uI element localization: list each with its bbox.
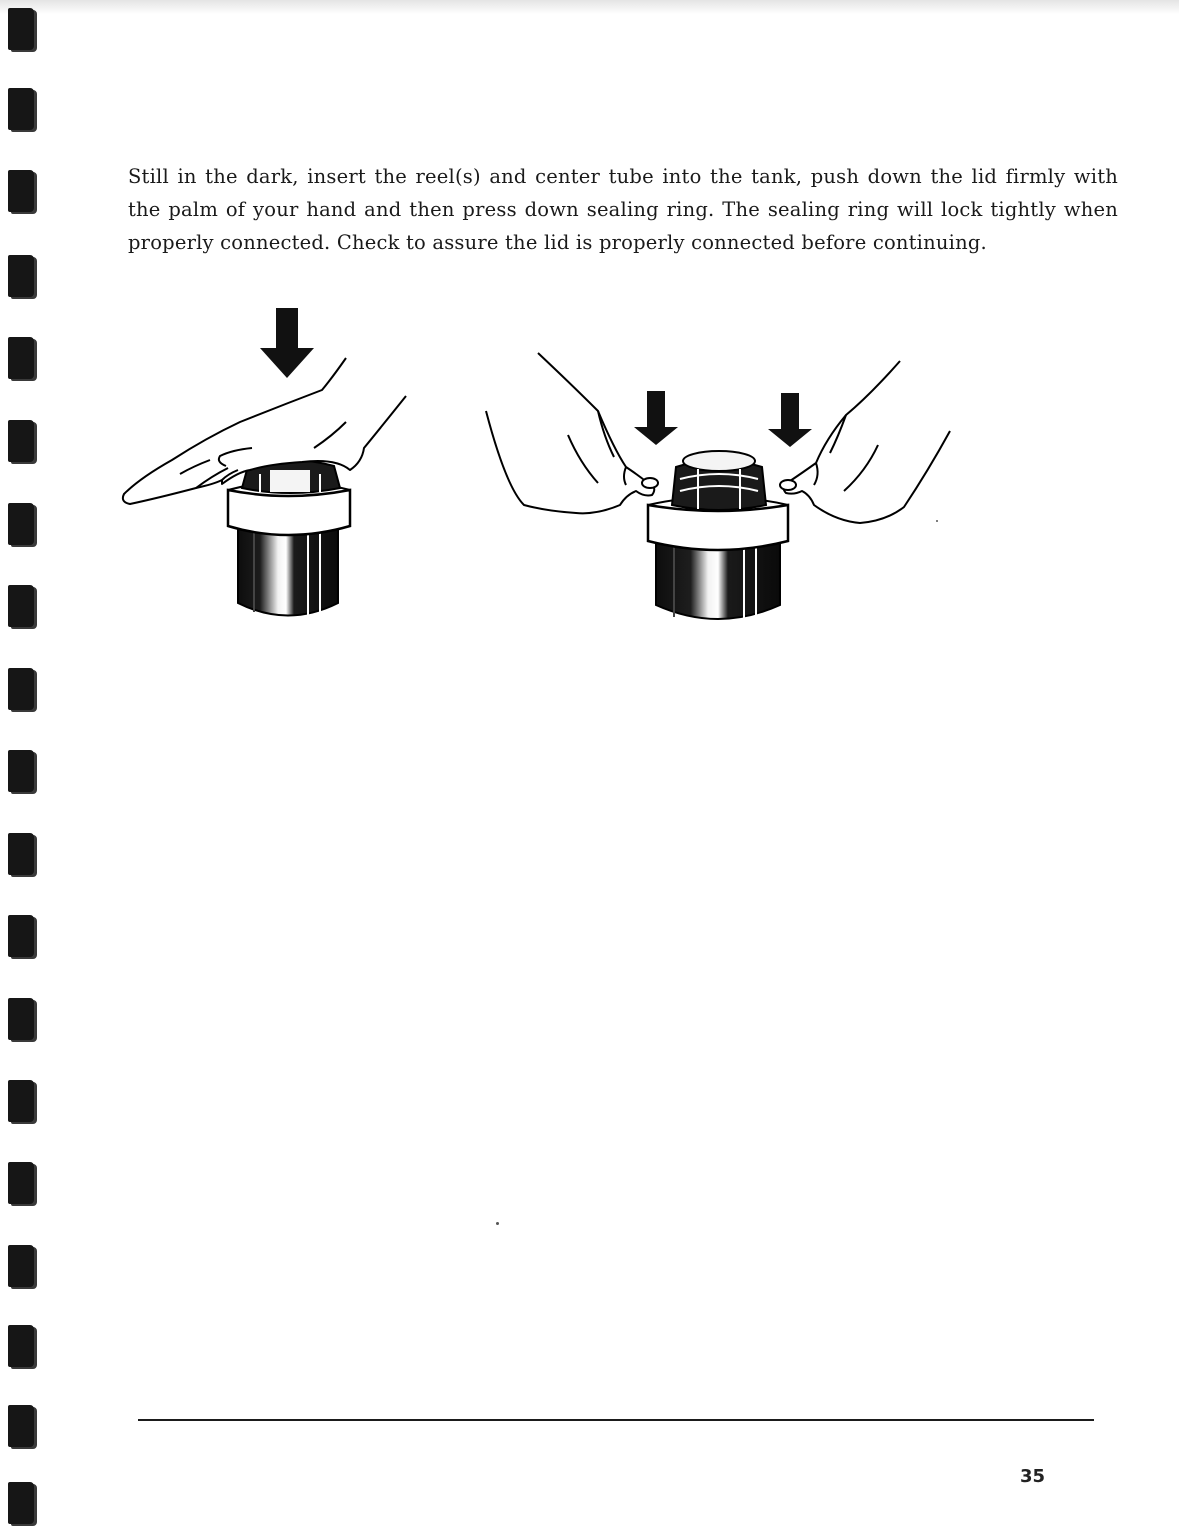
binding-hole: [8, 255, 34, 297]
binding-hole: [8, 503, 34, 545]
binding-hole: [8, 833, 34, 875]
binding-hole: [8, 1325, 34, 1367]
down-arrow-icon: [768, 393, 812, 447]
down-arrow-icon: [260, 308, 314, 378]
binding-hole: [8, 420, 34, 462]
binding-hole: [8, 1405, 34, 1447]
binding-hole: [8, 750, 34, 792]
hands-twist-illustration: [476, 345, 966, 635]
scan-speck: [496, 1222, 499, 1225]
binding-hole: [8, 1162, 34, 1204]
binding-hole: [8, 170, 34, 212]
instruction-paragraph: Still in the dark, insert the reel(s) and center tube into the tank, push down the lid firmly with the palm of your hand and then press down sealing ring. The sealing ring will lock tightly when properly connected. Check to assure the lid is properly connected before continuing.: [128, 165, 1118, 254]
scan-top-shade: [0, 0, 1179, 14]
binding-hole: [8, 1080, 34, 1122]
page-number: 35: [1020, 1466, 1046, 1487]
down-arrow-icon: [634, 391, 678, 445]
right-hand-illustration: [780, 361, 950, 523]
scan-speck: [936, 520, 938, 522]
binding-hole: [8, 668, 34, 710]
binding-hole: [8, 1245, 34, 1287]
hand-press-illustration: [110, 298, 430, 628]
binding-hole: [8, 88, 34, 130]
binding-hole: [8, 915, 34, 957]
binding-hole: [8, 998, 34, 1040]
binding-hole: [8, 585, 34, 627]
spiral-binding: [0, 0, 60, 1539]
footer-rule: [138, 1419, 1094, 1421]
left-hand-illustration: [486, 353, 658, 513]
binding-hole: [8, 337, 34, 379]
developing-tank-illustration: [228, 460, 350, 616]
binding-hole: [8, 1482, 34, 1524]
binding-hole: [8, 8, 34, 50]
developing-tank-illustration: [648, 451, 788, 621]
